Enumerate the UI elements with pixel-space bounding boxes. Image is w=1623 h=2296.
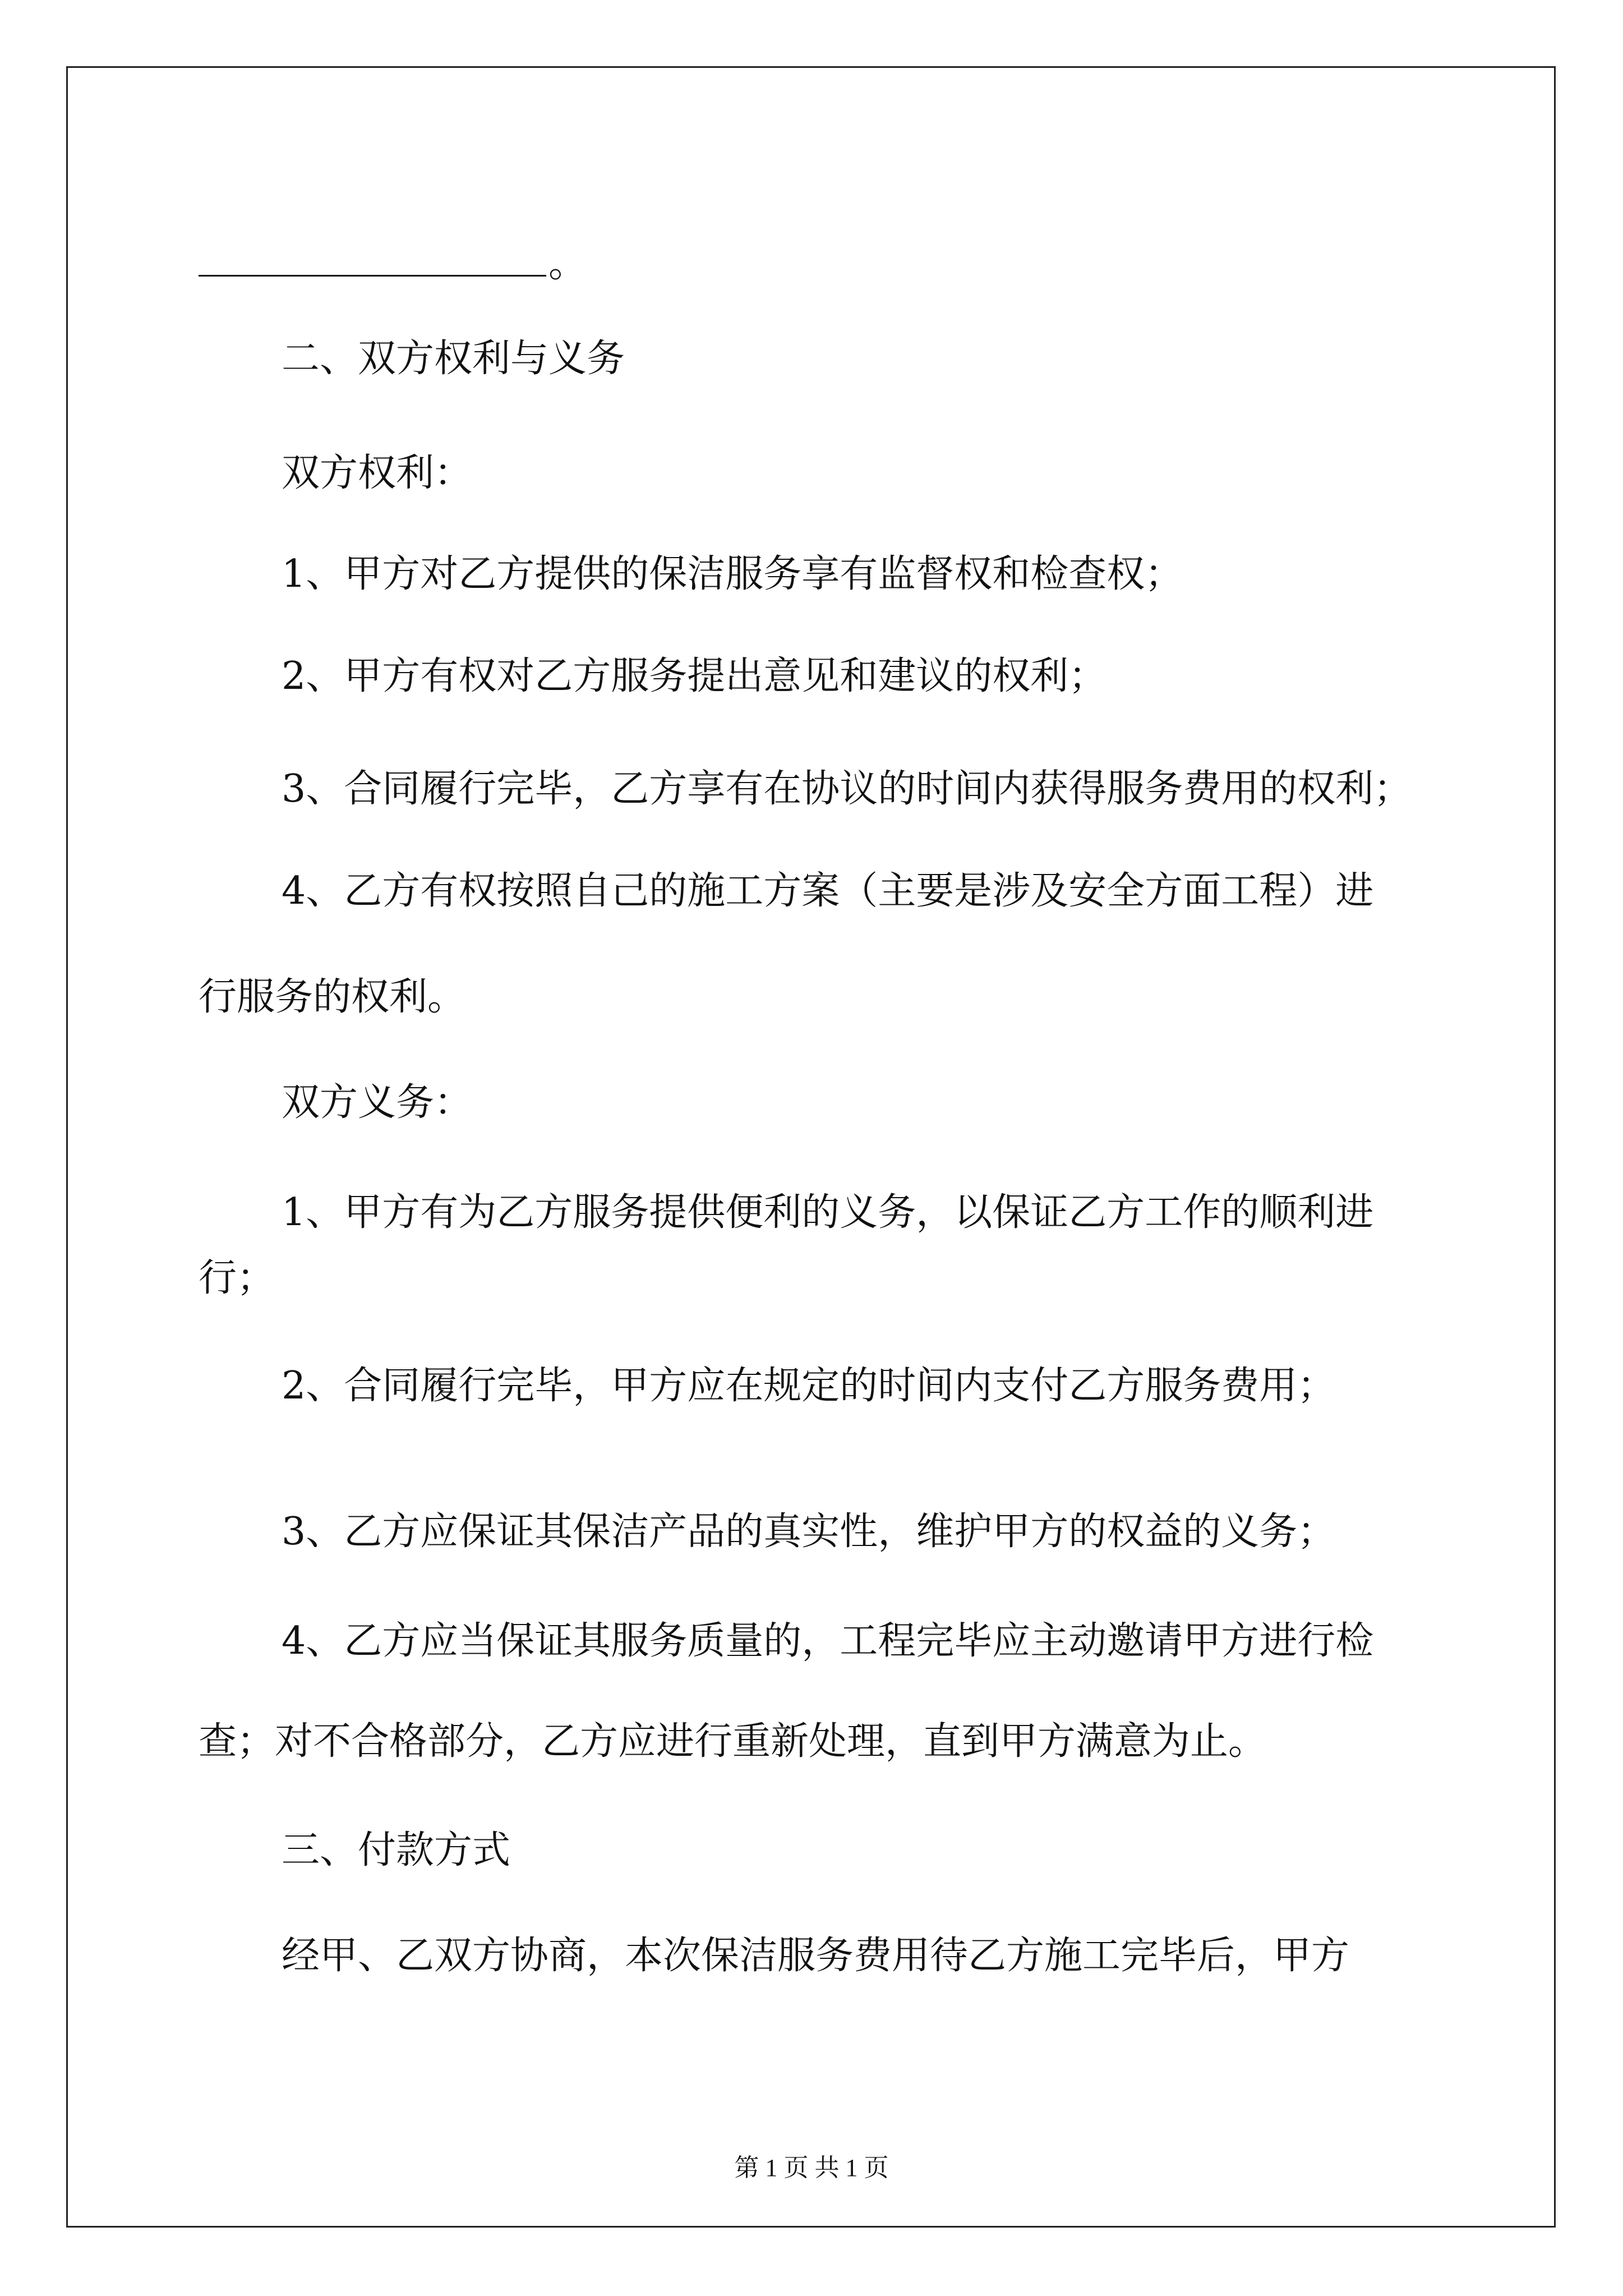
rights-item-2: 2、甲方有权对乙方服务提出意见和建议的权利； <box>282 654 1107 698</box>
rights-item-1: 1、甲方对乙方提供的保洁服务享有监督权和检查权； <box>282 552 1183 596</box>
rights-item-4-continued: 行服务的权利。 <box>199 975 466 1019</box>
obligations-item-4: 4、乙方应当保证其服务质量的，工程完毕应主动邀请甲方进行检 <box>282 1619 1374 1663</box>
section-heading-payment: 三、付款方式 <box>282 1828 511 1872</box>
subheading-rights: 双方权利： <box>282 451 473 495</box>
section-heading-rights-obligations: 二、双方权利与义务 <box>282 337 625 381</box>
obligations-item-1-continued: 行； <box>199 1256 275 1300</box>
page-border <box>66 66 1556 2228</box>
fill-in-blank <box>199 275 546 277</box>
obligations-item-2: 2、合同履行完毕，甲方应在规定的时间内支付乙方服务费用； <box>282 1364 1336 1408</box>
subheading-obligations: 双方义务： <box>282 1080 473 1125</box>
obligations-item-1: 1、甲方有为乙方服务提供便利的义务，以保证乙方工作的顺利进 <box>282 1190 1374 1235</box>
page-number-footer: 第 1 页 共 1 页 <box>734 2154 889 2182</box>
payment-paragraph: 经甲、乙双方协商，本次保洁服务费用待乙方施工完毕后，甲方 <box>282 1934 1350 1978</box>
blank-line <box>199 242 1432 286</box>
blank-line-end: 。 <box>548 242 587 286</box>
obligations-item-3: 3、乙方应保证其保洁产品的真实性，维护甲方的权益的义务； <box>282 1510 1336 1554</box>
rights-item-3: 3、合同履行完毕，乙方享有在协议的时间内获得服务费用的权利； <box>282 767 1412 811</box>
obligations-item-4-continued: 查；对不合格部分，乙方应进行重新处理，直到甲方满意为止。 <box>199 1719 1267 1764</box>
rights-item-4: 4、乙方有权按照自己的施工方案（主要是涉及安全方面工程）进 <box>282 869 1374 913</box>
